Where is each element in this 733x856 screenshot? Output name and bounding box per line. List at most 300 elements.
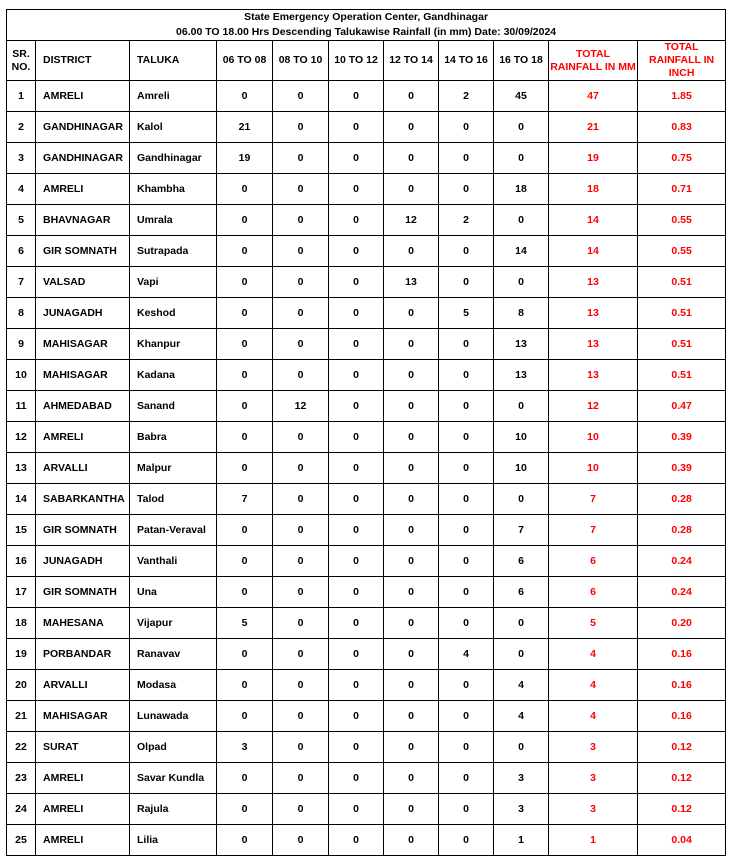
cell-08-10: 0 (273, 453, 329, 484)
cell-10-12: 0 (329, 453, 384, 484)
cell-12-14: 0 (384, 174, 439, 205)
cell-10-12: 0 (329, 825, 384, 856)
col-header-total-mm: TOTAL RAINFALL IN MM (549, 41, 638, 81)
cell-06-08: 0 (217, 298, 273, 329)
cell-district: MAHESANA (36, 608, 130, 639)
cell-sr-no: 14 (7, 484, 36, 515)
cell-total-mm: 47 (549, 81, 638, 112)
cell-06-08: 0 (217, 267, 273, 298)
cell-16-18: 0 (494, 732, 549, 763)
cell-taluka: Olpad (130, 732, 217, 763)
cell-district: GIR SOMNATH (36, 577, 130, 608)
cell-08-10: 0 (273, 546, 329, 577)
cell-taluka: Lilia (130, 825, 217, 856)
cell-taluka: Ranavav (130, 639, 217, 670)
cell-sr-no: 5 (7, 205, 36, 236)
cell-12-14: 0 (384, 515, 439, 546)
cell-06-08: 0 (217, 391, 273, 422)
cell-sr-no: 4 (7, 174, 36, 205)
cell-sr-no: 24 (7, 794, 36, 825)
cell-sr-no: 21 (7, 701, 36, 732)
cell-14-16: 0 (439, 143, 494, 174)
cell-16-18: 1 (494, 825, 549, 856)
cell-total-mm: 7 (549, 515, 638, 546)
cell-taluka: Keshod (130, 298, 217, 329)
cell-10-12: 0 (329, 639, 384, 670)
cell-14-16: 0 (439, 701, 494, 732)
cell-total-inch: 0.55 (638, 236, 726, 267)
cell-total-mm: 6 (549, 546, 638, 577)
table-row (7, 825, 726, 856)
table-row (7, 484, 726, 515)
cell-14-16: 0 (439, 453, 494, 484)
cell-10-12: 0 (329, 298, 384, 329)
cell-total-mm: 18 (549, 174, 638, 205)
cell-10-12: 0 (329, 763, 384, 794)
cell-district: PORBANDAR (36, 639, 130, 670)
rainfall-report (6, 9, 726, 856)
cell-14-16: 0 (439, 329, 494, 360)
cell-16-18: 3 (494, 763, 549, 794)
report-subtitle: 06.00 TO 18.00 Hrs Descending Talukawise Rainfall (in mm) Date: 30/09/2024 (7, 25, 726, 41)
cell-08-10: 0 (273, 205, 329, 236)
cell-total-inch: 0.39 (638, 453, 726, 484)
cell-district: AMRELI (36, 81, 130, 112)
cell-12-14: 0 (384, 763, 439, 794)
cell-16-18: 6 (494, 546, 549, 577)
cell-total-mm: 21 (549, 112, 638, 143)
cell-12-14: 0 (384, 608, 439, 639)
cell-10-12: 0 (329, 112, 384, 143)
table-row (7, 298, 726, 329)
cell-sr-no: 19 (7, 639, 36, 670)
cell-10-12: 0 (329, 484, 384, 515)
cell-08-10: 0 (273, 701, 329, 732)
table-row (7, 81, 726, 112)
cell-sr-no: 25 (7, 825, 36, 856)
table-body (7, 81, 726, 856)
cell-16-18: 45 (494, 81, 549, 112)
cell-sr-no: 11 (7, 391, 36, 422)
cell-16-18: 8 (494, 298, 549, 329)
cell-taluka: Una (130, 577, 217, 608)
cell-10-12: 0 (329, 236, 384, 267)
cell-total-inch: 0.47 (638, 391, 726, 422)
cell-12-14: 0 (384, 143, 439, 174)
cell-16-18: 7 (494, 515, 549, 546)
cell-total-inch: 0.55 (638, 205, 726, 236)
table-row (7, 732, 726, 763)
cell-16-18: 10 (494, 422, 549, 453)
cell-12-14: 0 (384, 81, 439, 112)
cell-14-16: 0 (439, 515, 494, 546)
cell-taluka: Kadana (130, 360, 217, 391)
cell-total-mm: 4 (549, 701, 638, 732)
cell-total-inch: 0.24 (638, 546, 726, 577)
cell-08-10: 0 (273, 143, 329, 174)
cell-14-16: 0 (439, 670, 494, 701)
cell-taluka: Babra (130, 422, 217, 453)
cell-12-14: 0 (384, 794, 439, 825)
cell-sr-no: 1 (7, 81, 36, 112)
cell-14-16: 0 (439, 267, 494, 298)
cell-08-10: 0 (273, 360, 329, 391)
col-header-10-12: 10 TO 12 (329, 41, 384, 81)
cell-08-10: 0 (273, 515, 329, 546)
cell-12-14: 0 (384, 329, 439, 360)
cell-total-inch: 0.12 (638, 794, 726, 825)
cell-district: AMRELI (36, 174, 130, 205)
col-header-06-08: 06 TO 08 (217, 41, 273, 81)
cell-total-inch: 0.12 (638, 732, 726, 763)
cell-14-16: 0 (439, 360, 494, 391)
cell-12-14: 0 (384, 391, 439, 422)
cell-district: ARVALLI (36, 670, 130, 701)
cell-06-08: 0 (217, 670, 273, 701)
cell-taluka: Rajula (130, 794, 217, 825)
cell-10-12: 0 (329, 174, 384, 205)
cell-district: MAHISAGAR (36, 329, 130, 360)
cell-total-inch: 1.85 (638, 81, 726, 112)
cell-district: GIR SOMNATH (36, 236, 130, 267)
cell-district: GIR SOMNATH (36, 515, 130, 546)
cell-taluka: Khanpur (130, 329, 217, 360)
cell-08-10: 12 (273, 391, 329, 422)
cell-total-inch: 0.71 (638, 174, 726, 205)
cell-total-inch: 0.16 (638, 701, 726, 732)
cell-16-18: 10 (494, 453, 549, 484)
cell-sr-no: 8 (7, 298, 36, 329)
table-row (7, 205, 726, 236)
cell-total-mm: 10 (549, 422, 638, 453)
cell-sr-no: 13 (7, 453, 36, 484)
cell-06-08: 0 (217, 794, 273, 825)
cell-16-18: 0 (494, 112, 549, 143)
cell-district: MAHISAGAR (36, 360, 130, 391)
cell-14-16: 2 (439, 81, 494, 112)
cell-sr-no: 17 (7, 577, 36, 608)
col-header-sr: SR. NO. (7, 41, 36, 81)
rainfall-table (6, 9, 726, 856)
cell-08-10: 0 (273, 608, 329, 639)
cell-total-mm: 1 (549, 825, 638, 856)
cell-16-18: 0 (494, 608, 549, 639)
cell-06-08: 5 (217, 608, 273, 639)
cell-total-inch: 0.16 (638, 670, 726, 701)
cell-total-inch: 0.51 (638, 360, 726, 391)
cell-10-12: 0 (329, 546, 384, 577)
cell-total-mm: 3 (549, 732, 638, 763)
cell-district: SURAT (36, 732, 130, 763)
cell-10-12: 0 (329, 329, 384, 360)
cell-total-mm: 3 (549, 794, 638, 825)
cell-08-10: 0 (273, 794, 329, 825)
cell-14-16: 0 (439, 546, 494, 577)
cell-10-12: 0 (329, 81, 384, 112)
cell-08-10: 0 (273, 112, 329, 143)
cell-total-mm: 13 (549, 298, 638, 329)
cell-10-12: 0 (329, 143, 384, 174)
cell-taluka: Vapi (130, 267, 217, 298)
cell-06-08: 0 (217, 453, 273, 484)
cell-total-mm: 13 (549, 360, 638, 391)
table-row (7, 391, 726, 422)
cell-total-mm: 6 (549, 577, 638, 608)
cell-district: MAHISAGAR (36, 701, 130, 732)
cell-10-12: 0 (329, 732, 384, 763)
cell-06-08: 0 (217, 329, 273, 360)
cell-06-08: 0 (217, 639, 273, 670)
cell-total-mm: 10 (549, 453, 638, 484)
cell-sr-no: 12 (7, 422, 36, 453)
table-row (7, 422, 726, 453)
cell-taluka: Patan-Veraval (130, 515, 217, 546)
cell-district: AMRELI (36, 825, 130, 856)
col-header-taluka: TALUKA (130, 41, 217, 81)
cell-district: BHAVNAGAR (36, 205, 130, 236)
cell-14-16: 2 (439, 205, 494, 236)
cell-12-14: 13 (384, 267, 439, 298)
cell-08-10: 0 (273, 670, 329, 701)
cell-taluka: Sanand (130, 391, 217, 422)
cell-08-10: 0 (273, 236, 329, 267)
cell-06-08: 0 (217, 174, 273, 205)
cell-10-12: 0 (329, 391, 384, 422)
cell-total-mm: 5 (549, 608, 638, 639)
cell-14-16: 0 (439, 112, 494, 143)
cell-district: VALSAD (36, 267, 130, 298)
cell-14-16: 0 (439, 422, 494, 453)
cell-taluka: Lunawada (130, 701, 217, 732)
cell-06-08: 0 (217, 422, 273, 453)
table-row (7, 608, 726, 639)
cell-taluka: Vanthali (130, 546, 217, 577)
col-header-district: DISTRICT (36, 41, 130, 81)
cell-16-18: 0 (494, 639, 549, 670)
col-header-total-inch: TOTAL RAINFALL IN INCH (638, 41, 726, 81)
cell-total-mm: 12 (549, 391, 638, 422)
cell-12-14: 0 (384, 732, 439, 763)
cell-12-14: 0 (384, 236, 439, 267)
cell-total-inch: 0.28 (638, 484, 726, 515)
cell-16-18: 4 (494, 670, 549, 701)
cell-taluka: Modasa (130, 670, 217, 701)
cell-taluka: Savar Kundla (130, 763, 217, 794)
cell-12-14: 0 (384, 484, 439, 515)
table-row (7, 143, 726, 174)
cell-08-10: 0 (273, 763, 329, 794)
cell-06-08: 0 (217, 701, 273, 732)
cell-taluka: Kalol (130, 112, 217, 143)
cell-14-16: 0 (439, 763, 494, 794)
table-row (7, 546, 726, 577)
table-row (7, 701, 726, 732)
cell-sr-no: 10 (7, 360, 36, 391)
cell-district: AMRELI (36, 794, 130, 825)
cell-total-inch: 0.51 (638, 267, 726, 298)
cell-08-10: 0 (273, 732, 329, 763)
cell-12-14: 0 (384, 453, 439, 484)
cell-14-16: 0 (439, 825, 494, 856)
cell-district: AMRELI (36, 422, 130, 453)
cell-total-mm: 13 (549, 329, 638, 360)
cell-10-12: 0 (329, 422, 384, 453)
table-row (7, 329, 726, 360)
cell-sr-no: 3 (7, 143, 36, 174)
cell-sr-no: 18 (7, 608, 36, 639)
cell-16-18: 0 (494, 267, 549, 298)
cell-14-16: 5 (439, 298, 494, 329)
table-row (7, 174, 726, 205)
cell-08-10: 0 (273, 422, 329, 453)
header-row (7, 41, 726, 81)
cell-taluka: Khambha (130, 174, 217, 205)
col-header-14-16: 14 TO 16 (439, 41, 494, 81)
table-row (7, 577, 726, 608)
col-header-16-18: 16 TO 18 (494, 41, 549, 81)
cell-total-inch: 0.20 (638, 608, 726, 639)
cell-10-12: 0 (329, 670, 384, 701)
cell-16-18: 13 (494, 329, 549, 360)
cell-district: SABARKANTHA (36, 484, 130, 515)
cell-total-mm: 4 (549, 639, 638, 670)
cell-14-16: 0 (439, 794, 494, 825)
cell-10-12: 0 (329, 360, 384, 391)
cell-total-inch: 0.39 (638, 422, 726, 453)
cell-total-mm: 4 (549, 670, 638, 701)
cell-14-16: 0 (439, 484, 494, 515)
cell-sr-no: 15 (7, 515, 36, 546)
cell-district: JUNAGADH (36, 298, 130, 329)
table-row (7, 670, 726, 701)
cell-06-08: 0 (217, 81, 273, 112)
cell-taluka: Amreli (130, 81, 217, 112)
table-row (7, 360, 726, 391)
cell-16-18: 6 (494, 577, 549, 608)
cell-10-12: 0 (329, 608, 384, 639)
cell-08-10: 0 (273, 484, 329, 515)
cell-08-10: 0 (273, 298, 329, 329)
cell-total-inch: 0.83 (638, 112, 726, 143)
cell-08-10: 0 (273, 174, 329, 205)
col-header-08-10: 08 TO 10 (273, 41, 329, 81)
cell-06-08: 21 (217, 112, 273, 143)
cell-taluka: Malpur (130, 453, 217, 484)
cell-district: GANDHINAGAR (36, 112, 130, 143)
cell-total-inch: 0.51 (638, 298, 726, 329)
cell-12-14: 0 (384, 639, 439, 670)
cell-08-10: 0 (273, 267, 329, 298)
cell-total-inch: 0.24 (638, 577, 726, 608)
cell-16-18: 13 (494, 360, 549, 391)
cell-06-08: 0 (217, 763, 273, 794)
cell-08-10: 0 (273, 577, 329, 608)
cell-sr-no: 7 (7, 267, 36, 298)
table-row (7, 112, 726, 143)
cell-taluka: Umrala (130, 205, 217, 236)
cell-total-mm: 14 (549, 236, 638, 267)
cell-12-14: 0 (384, 670, 439, 701)
cell-taluka: Vijapur (130, 608, 217, 639)
cell-12-14: 12 (384, 205, 439, 236)
cell-16-18: 0 (494, 143, 549, 174)
cell-sr-no: 2 (7, 112, 36, 143)
cell-16-18: 14 (494, 236, 549, 267)
col-header-12-14: 12 TO 14 (384, 41, 439, 81)
table-row (7, 515, 726, 546)
cell-sr-no: 6 (7, 236, 36, 267)
cell-08-10: 0 (273, 825, 329, 856)
cell-10-12: 0 (329, 515, 384, 546)
cell-total-mm: 7 (549, 484, 638, 515)
cell-12-14: 0 (384, 577, 439, 608)
cell-district: ARVALLI (36, 453, 130, 484)
cell-10-12: 0 (329, 794, 384, 825)
cell-16-18: 4 (494, 701, 549, 732)
cell-14-16: 0 (439, 174, 494, 205)
cell-sr-no: 22 (7, 732, 36, 763)
cell-14-16: 0 (439, 236, 494, 267)
table-row (7, 236, 726, 267)
cell-08-10: 0 (273, 81, 329, 112)
table-row (7, 639, 726, 670)
cell-06-08: 0 (217, 825, 273, 856)
cell-taluka: Sutrapada (130, 236, 217, 267)
cell-total-inch: 0.04 (638, 825, 726, 856)
cell-10-12: 0 (329, 205, 384, 236)
cell-16-18: 18 (494, 174, 549, 205)
cell-06-08: 7 (217, 484, 273, 515)
cell-10-12: 0 (329, 267, 384, 298)
cell-total-mm: 14 (549, 205, 638, 236)
cell-sr-no: 16 (7, 546, 36, 577)
cell-16-18: 3 (494, 794, 549, 825)
cell-16-18: 0 (494, 391, 549, 422)
cell-total-inch: 0.16 (638, 639, 726, 670)
cell-08-10: 0 (273, 639, 329, 670)
table-row (7, 453, 726, 484)
cell-08-10: 0 (273, 329, 329, 360)
cell-06-08: 0 (217, 546, 273, 577)
cell-14-16: 4 (439, 639, 494, 670)
table-row (7, 267, 726, 298)
cell-06-08: 0 (217, 236, 273, 267)
cell-district: AHMEDABAD (36, 391, 130, 422)
cell-taluka: Gandhinagar (130, 143, 217, 174)
cell-12-14: 0 (384, 701, 439, 732)
cell-total-mm: 13 (549, 267, 638, 298)
table-row (7, 794, 726, 825)
cell-sr-no: 9 (7, 329, 36, 360)
cell-total-inch: 0.12 (638, 763, 726, 794)
cell-12-14: 0 (384, 360, 439, 391)
report-title: State Emergency Operation Center, Gandhinagar (7, 10, 726, 26)
cell-06-08: 0 (217, 577, 273, 608)
cell-total-mm: 3 (549, 763, 638, 794)
cell-sr-no: 23 (7, 763, 36, 794)
table-row (7, 763, 726, 794)
cell-total-inch: 0.75 (638, 143, 726, 174)
cell-12-14: 0 (384, 825, 439, 856)
cell-16-18: 0 (494, 205, 549, 236)
cell-06-08: 19 (217, 143, 273, 174)
cell-12-14: 0 (384, 298, 439, 329)
cell-14-16: 0 (439, 608, 494, 639)
cell-total-inch: 0.51 (638, 329, 726, 360)
cell-10-12: 0 (329, 701, 384, 732)
cell-sr-no: 20 (7, 670, 36, 701)
cell-total-inch: 0.28 (638, 515, 726, 546)
